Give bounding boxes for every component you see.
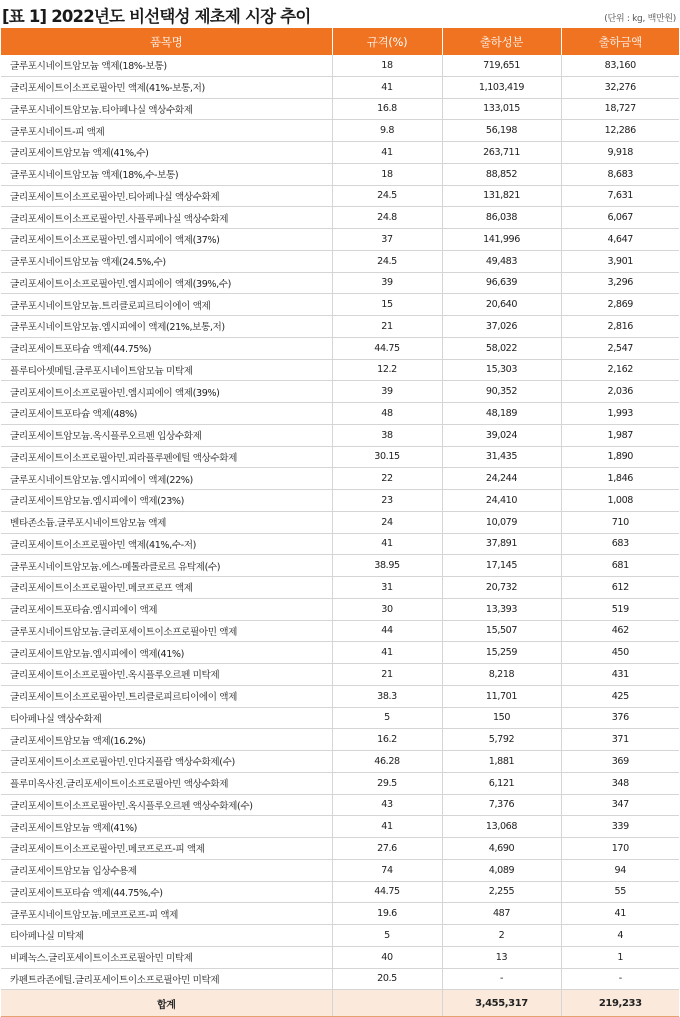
cell-shipment-ingredient: 13,068 <box>442 816 561 838</box>
cell-shipment-amount: 32,276 <box>561 76 679 98</box>
cell-shipment-ingredient: 96,639 <box>442 272 561 294</box>
table-row <box>1 424 679 446</box>
cell-spec: 20.5 <box>332 968 442 990</box>
cell-spec: 19.6 <box>332 903 442 925</box>
cell-product-name: 글루포시네이트암모늄.엠시피에이 액제(22%) <box>1 468 332 490</box>
cell-product-name: 글리포세이트이소프로필아민.엠시피에이 액제(39%) <box>1 381 332 403</box>
table-row <box>1 403 679 425</box>
cell-shipment-ingredient: 37,891 <box>442 533 561 555</box>
cell-product-name: 티아페나실 액상수화제 <box>1 707 332 729</box>
column-header-shipment-ingredient: 출하성분 <box>442 28 561 55</box>
cell-product-name: 글리포세이트포타슘 액제(48%) <box>1 403 332 425</box>
table-row <box>1 859 679 881</box>
cell-product-name: 글리포세이트이소프로필아민.옥시플루오르펜 미탁제 <box>1 664 332 686</box>
cell-shipment-amount: 1 <box>561 946 679 968</box>
cell-shipment-amount: 2,869 <box>561 294 679 316</box>
cell-shipment-ingredient: 4,690 <box>442 838 561 860</box>
cell-spec: 74 <box>332 859 442 881</box>
cell-spec: 31 <box>332 577 442 599</box>
cell-shipment-ingredient: 487 <box>442 903 561 925</box>
cell-shipment-amount: 3,296 <box>561 272 679 294</box>
cell-shipment-ingredient: 131,821 <box>442 185 561 207</box>
cell-shipment-amount: 12,286 <box>561 120 679 142</box>
cell-product-name: 글리포세이트암모늄.옥시플루오르펜 입상수화제 <box>1 424 332 446</box>
cell-shipment-ingredient: 10,079 <box>442 511 561 533</box>
cell-spec: 24.5 <box>332 185 442 207</box>
table-row <box>1 120 679 142</box>
cell-shipment-amount: 3,901 <box>561 250 679 272</box>
cell-shipment-amount: 462 <box>561 620 679 642</box>
cell-product-name: 글리포세이트암모늄 액제(16.2%) <box>1 729 332 751</box>
cell-shipment-ingredient: 6,121 <box>442 772 561 794</box>
cell-shipment-ingredient: 2 <box>442 925 561 947</box>
cell-shipment-ingredient: 7,376 <box>442 794 561 816</box>
column-header-product: 품목명 <box>1 28 332 55</box>
cell-product-name: 글리포세이트암모늄 액제(41%) <box>1 816 332 838</box>
cell-spec: 29.5 <box>332 772 442 794</box>
cell-shipment-ingredient: 15,507 <box>442 620 561 642</box>
cell-product-name: 벤타존소듐.글루포시네이트암모늄 액제 <box>1 511 332 533</box>
cell-spec: 44 <box>332 620 442 642</box>
cell-spec: 9.8 <box>332 120 442 142</box>
cell-shipment-amount: - <box>561 968 679 990</box>
cell-spec: 38.95 <box>332 555 442 577</box>
total-shipment-amount: 219,233 <box>561 990 679 1017</box>
cell-shipment-amount: 681 <box>561 555 679 577</box>
cell-shipment-amount: 339 <box>561 816 679 838</box>
table-row <box>1 490 679 512</box>
cell-spec: 23 <box>332 490 442 512</box>
cell-shipment-amount: 9,918 <box>561 142 679 164</box>
cell-product-name: 글루포시네이트암모늄.엠시피에이 액제(21%,보통,저) <box>1 316 332 338</box>
cell-spec: 39 <box>332 381 442 403</box>
table-row <box>1 272 679 294</box>
table-row <box>1 381 679 403</box>
cell-shipment-ingredient: - <box>442 968 561 990</box>
table-row <box>1 838 679 860</box>
cell-shipment-amount: 83,160 <box>561 55 679 76</box>
cell-shipment-ingredient: 15,303 <box>442 359 561 381</box>
cell-shipment-ingredient: 31,435 <box>442 446 561 468</box>
cell-spec: 38.3 <box>332 685 442 707</box>
cell-shipment-amount: 376 <box>561 707 679 729</box>
cell-shipment-amount: 431 <box>561 664 679 686</box>
table-row <box>1 250 679 272</box>
cell-product-name: 글리포세이트이소프로필아민 액제(41%-보통,저) <box>1 76 332 98</box>
cell-spec: 40 <box>332 946 442 968</box>
cell-shipment-amount: 2,547 <box>561 337 679 359</box>
cell-product-name: 글루포시네이트암모늄 액제(18%,수-보통) <box>1 163 332 185</box>
cell-shipment-amount: 6,067 <box>561 207 679 229</box>
cell-product-name: 글리포세이트이소프로필아민 액제(41%,수-저) <box>1 533 332 555</box>
cell-shipment-amount: 612 <box>561 577 679 599</box>
cell-product-name: 플루티아셋메틸.글루포시네이트암모늄 미탁제 <box>1 359 332 381</box>
cell-product-name: 글루포시네이트암모늄 액제(24.5%,수) <box>1 250 332 272</box>
cell-shipment-ingredient: 24,244 <box>442 468 561 490</box>
cell-shipment-ingredient: 4,089 <box>442 859 561 881</box>
cell-product-name: 카펜트라존에틸.글리포세이트이소프로필아민 미탁제 <box>1 968 332 990</box>
table-row <box>1 881 679 903</box>
cell-shipment-amount: 1,890 <box>561 446 679 468</box>
cell-shipment-amount: 369 <box>561 751 679 773</box>
cell-product-name: 글루포시네이트암모늄.트리클로피르티이에이 액제 <box>1 294 332 316</box>
table-row <box>1 55 679 76</box>
cell-shipment-amount: 8,683 <box>561 163 679 185</box>
cell-product-name: 글리포세이트암모늄.엠시피에이 액제(23%) <box>1 490 332 512</box>
cell-shipment-amount: 55 <box>561 881 679 903</box>
cell-spec: 39 <box>332 272 442 294</box>
cell-shipment-amount: 170 <box>561 838 679 860</box>
cell-shipment-ingredient: 719,651 <box>442 55 561 76</box>
table-row <box>1 142 679 164</box>
cell-shipment-ingredient: 2,255 <box>442 881 561 903</box>
cell-product-name: 글루포시네이트암모늄.티아페나실 액상수화제 <box>1 98 332 120</box>
table-row <box>1 577 679 599</box>
cell-shipment-amount: 1,987 <box>561 424 679 446</box>
table-row <box>1 294 679 316</box>
cell-shipment-ingredient: 5,792 <box>442 729 561 751</box>
table-row <box>1 598 679 620</box>
cell-spec: 41 <box>332 816 442 838</box>
table-row <box>1 968 679 990</box>
table-row <box>1 359 679 381</box>
cell-shipment-amount: 2,162 <box>561 359 679 381</box>
cell-shipment-ingredient: 48,189 <box>442 403 561 425</box>
cell-product-name: 글리포세이트이소프로필아민.사플루페나실 액상수화제 <box>1 207 332 229</box>
cell-shipment-amount: 4 <box>561 925 679 947</box>
cell-spec: 15 <box>332 294 442 316</box>
cell-shipment-ingredient: 56,198 <box>442 120 561 142</box>
cell-spec: 41 <box>332 142 442 164</box>
cell-shipment-amount: 425 <box>561 685 679 707</box>
table-row <box>1 207 679 229</box>
cell-spec: 5 <box>332 707 442 729</box>
cell-product-name: 글루포시네이트암모늄.에스-메톨라클로르 유탁제(수) <box>1 555 332 577</box>
cell-spec: 12.2 <box>332 359 442 381</box>
cell-shipment-amount: 710 <box>561 511 679 533</box>
table-row <box>1 620 679 642</box>
cell-spec: 30 <box>332 598 442 620</box>
table-row <box>1 685 679 707</box>
cell-spec: 41 <box>332 76 442 98</box>
cell-shipment-amount: 683 <box>561 533 679 555</box>
cell-shipment-ingredient: 11,701 <box>442 685 561 707</box>
table-row <box>1 446 679 468</box>
cell-shipment-amount: 41 <box>561 903 679 925</box>
cell-shipment-ingredient: 20,732 <box>442 577 561 599</box>
cell-spec: 16.8 <box>332 98 442 120</box>
cell-shipment-amount: 347 <box>561 794 679 816</box>
cell-spec: 24.8 <box>332 207 442 229</box>
cell-shipment-ingredient: 86,038 <box>442 207 561 229</box>
cell-product-name: 티아페나실 미탁제 <box>1 925 332 947</box>
total-row <box>1 990 679 1017</box>
cell-shipment-amount: 7,631 <box>561 185 679 207</box>
cell-spec: 30.15 <box>332 446 442 468</box>
unit-note: (단위 : kg, 백만원) <box>604 14 676 24</box>
cell-shipment-ingredient: 88,852 <box>442 163 561 185</box>
cell-spec: 44.75 <box>332 881 442 903</box>
cell-product-name: 글리포세이트포타슘 액제(44.75%) <box>1 337 332 359</box>
table-row <box>1 642 679 664</box>
cell-spec: 27.6 <box>332 838 442 860</box>
cell-shipment-amount: 519 <box>561 598 679 620</box>
table-row <box>1 76 679 98</box>
cell-spec: 5 <box>332 925 442 947</box>
cell-product-name: 글리포세이트이소프로필아민.인다지플람 액상수화제(수) <box>1 751 332 773</box>
cell-shipment-ingredient: 17,145 <box>442 555 561 577</box>
header-row <box>1 28 679 55</box>
cell-spec: 37 <box>332 229 442 251</box>
cell-spec: 18 <box>332 163 442 185</box>
cell-product-name: 글리포세이트이소프로필아민.티아페나실 액상수화제 <box>1 185 332 207</box>
cell-product-name: 글루포시네이트암모늄.글리포세이트이소프로필아민 액제 <box>1 620 332 642</box>
cell-spec: 44.75 <box>332 337 442 359</box>
table-row <box>1 555 679 577</box>
table-title: [표 1] 2022년도 비선택성 제초제 시장 추이 <box>2 7 311 26</box>
cell-product-name: 글리포세이트이소프로필아민.피라플루펜에틸 액상수화제 <box>1 446 332 468</box>
cell-shipment-amount: 94 <box>561 859 679 881</box>
cell-shipment-ingredient: 141,996 <box>442 229 561 251</box>
table-row <box>1 772 679 794</box>
table-caption <box>0 0 680 28</box>
cell-product-name: 비페녹스.글리포세이트이소프로필아민 미탁제 <box>1 946 332 968</box>
table-row <box>1 707 679 729</box>
cell-spec: 38 <box>332 424 442 446</box>
cell-spec: 21 <box>332 664 442 686</box>
table-row <box>1 316 679 338</box>
cell-product-name: 글리포세이트포타슘 액제(44.75%,수) <box>1 881 332 903</box>
table-row <box>1 903 679 925</box>
cell-product-name: 글리포세이트이소프로필아민.트리클로피르티이에이 액제 <box>1 685 332 707</box>
cell-shipment-ingredient: 37,026 <box>442 316 561 338</box>
cell-shipment-amount: 348 <box>561 772 679 794</box>
cell-product-name: 글리포세이트암모늄 액제(41%,수) <box>1 142 332 164</box>
cell-shipment-ingredient: 39,024 <box>442 424 561 446</box>
table-row <box>1 925 679 947</box>
cell-spec: 24.5 <box>332 250 442 272</box>
table-row <box>1 229 679 251</box>
table-row <box>1 468 679 490</box>
cell-product-name: 글루포시네이트암모늄.메코프로프-피 액제 <box>1 903 332 925</box>
table-row <box>1 816 679 838</box>
table-row <box>1 794 679 816</box>
table-row <box>1 533 679 555</box>
cell-shipment-amount: 450 <box>561 642 679 664</box>
table-body <box>1 55 679 990</box>
cell-product-name: 글리포세이트이소프로필아민.엠시피에이 액제(37%) <box>1 229 332 251</box>
cell-product-name: 플루미옥사진.글리포세이트이소프로필아민 액상수화제 <box>1 772 332 794</box>
column-header-shipment-amount: 출하금액 <box>561 28 679 55</box>
cell-shipment-amount: 371 <box>561 729 679 751</box>
cell-spec: 18 <box>332 55 442 76</box>
cell-product-name: 글리포세이트이소프로필아민.메코프로프-피 액제 <box>1 838 332 860</box>
cell-spec: 46.28 <box>332 751 442 773</box>
cell-shipment-ingredient: 90,352 <box>442 381 561 403</box>
cell-shipment-amount: 1,993 <box>561 403 679 425</box>
cell-shipment-ingredient: 24,410 <box>442 490 561 512</box>
table-row <box>1 337 679 359</box>
table-row <box>1 729 679 751</box>
cell-product-name: 글루포시네이트암모늄 액제(18%-보통) <box>1 55 332 76</box>
cell-shipment-amount: 18,727 <box>561 98 679 120</box>
total-spec <box>332 990 442 1017</box>
total-label: 합계 <box>1 990 332 1017</box>
table-row <box>1 511 679 533</box>
table-row <box>1 185 679 207</box>
cell-shipment-ingredient: 49,483 <box>442 250 561 272</box>
table-row <box>1 664 679 686</box>
cell-shipment-ingredient: 20,640 <box>442 294 561 316</box>
herbicide-market-table <box>1 28 679 1017</box>
cell-shipment-amount: 1,008 <box>561 490 679 512</box>
cell-product-name: 글리포세이트암모늄.엠시피에이 액제(41%) <box>1 642 332 664</box>
cell-shipment-ingredient: 58,022 <box>442 337 561 359</box>
cell-spec: 24 <box>332 511 442 533</box>
cell-product-name: 글리포세이트암모늄 입상수용제 <box>1 859 332 881</box>
cell-shipment-ingredient: 13 <box>442 946 561 968</box>
cell-spec: 22 <box>332 468 442 490</box>
table-row <box>1 751 679 773</box>
table-row <box>1 163 679 185</box>
column-header-spec: 규격(%) <box>332 28 442 55</box>
cell-shipment-ingredient: 150 <box>442 707 561 729</box>
cell-spec: 48 <box>332 403 442 425</box>
table-row <box>1 98 679 120</box>
cell-spec: 41 <box>332 533 442 555</box>
cell-product-name: 글리포세이트포타슘.엠시피에이 액제 <box>1 598 332 620</box>
cell-shipment-amount: 1,846 <box>561 468 679 490</box>
cell-shipment-ingredient: 8,218 <box>442 664 561 686</box>
cell-spec: 21 <box>332 316 442 338</box>
cell-shipment-amount: 2,036 <box>561 381 679 403</box>
total-shipment-ingredient: 3,455,317 <box>442 990 561 1017</box>
cell-shipment-amount: 4,647 <box>561 229 679 251</box>
cell-spec: 41 <box>332 642 442 664</box>
cell-shipment-ingredient: 1,881 <box>442 751 561 773</box>
cell-shipment-amount: 2,816 <box>561 316 679 338</box>
cell-product-name: 글리포세이트이소프로필아민.옥시플루오르펜 액상수화제(수) <box>1 794 332 816</box>
cell-shipment-ingredient: 1,103,419 <box>442 76 561 98</box>
cell-product-name: 글루포시네이트-피 액제 <box>1 120 332 142</box>
table-row <box>1 946 679 968</box>
cell-shipment-ingredient: 15,259 <box>442 642 561 664</box>
cell-shipment-ingredient: 13,393 <box>442 598 561 620</box>
cell-shipment-ingredient: 263,711 <box>442 142 561 164</box>
cell-shipment-ingredient: 133,015 <box>442 98 561 120</box>
cell-product-name: 글리포세이트이소프로필아민.메코프로프 액제 <box>1 577 332 599</box>
cell-spec: 43 <box>332 794 442 816</box>
cell-product-name: 글리포세이트이소프로필아민.엠시피에이 액제(39%,수) <box>1 272 332 294</box>
cell-spec: 16.2 <box>332 729 442 751</box>
